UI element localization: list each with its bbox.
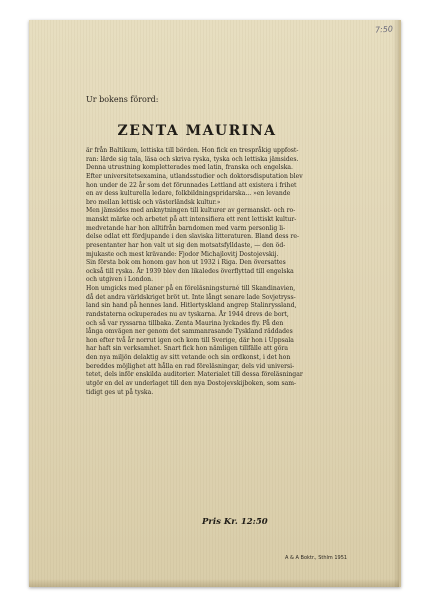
author-name-heading: ZENTA MAURINA — [117, 123, 277, 139]
text-line: en av dess kulturella ledare, folkbildningspridarska... »en levande — [86, 190, 291, 198]
text-line: Efter universitetsexamina, utlandsstudier och doktorsdisputation blev — [86, 172, 303, 180]
blurb-text — [86, 147, 356, 397]
text-line: tetet, dels inför enskilda auditorier. Materialet till dessa föreläsningar — [86, 371, 303, 379]
text-line: land sin hand på hennes land. Hitlertyskland angrep Stalinryssland, — [86, 302, 297, 310]
text-line: tidigt ges ut på tyska. — [86, 388, 154, 396]
text-line: och så var ryssarna tillbaka. Zenta Maurina lyckades fly. På den — [86, 319, 284, 327]
printer-imprint: A & A Boktr., Sthlm 1951 — [285, 555, 348, 561]
text-line: Men jämsides med anknytningen till kulturer av germanskt- och ro- — [86, 207, 296, 215]
text-line: presentanter har hon valt ut sig den motsatsfylldaste, — den öd- — [86, 241, 286, 249]
text-line: ran: lärde sig tala, läsa och skriva ryska, tyska och lettiska jämsides. — [86, 155, 299, 163]
text-line: också till ryska. År 1939 blev den likaledes överflyttad till engelska — [86, 267, 294, 275]
text-line: och utgiven i London. — [86, 276, 154, 284]
text-line: är från Baltikum, lettiska till börden. Hon fick en trespråkig uppfost- — [86, 147, 299, 154]
text-line: bro mellan lettisk och västerländsk kultur.» — [86, 198, 221, 206]
text-line: Denna utrustning kompletterades med latin, franska och engelska. — [86, 164, 293, 172]
cover-edge-shade — [393, 20, 399, 587]
price-label: Pris Kr. 12:50 — [202, 517, 268, 527]
handwritten-price-mark: 7:50 — [374, 24, 394, 35]
text-line: manskt märke och arbetet på att intensifiera ett rent lettiskt kultur- — [86, 216, 297, 223]
text-line: då det andra världskriget bröt ut. Inte långt senare lade Sovjetryss- — [86, 293, 296, 301]
text-line: medvetande har hon alltifrån barndomen med varm personlig li- — [86, 224, 286, 232]
text-line: bereddes möjlighet att hålla en rad föreläsningar, dels vid universi- — [86, 362, 295, 370]
intro-label: Ur bokens förord: — [86, 95, 159, 104]
text-line: utgör en del av underlaget till den nya Dostojevskijboken, som sam- — [86, 379, 297, 387]
text-line: långa omvägen ner genom det sammanrasande Tyskland räddades — [86, 328, 293, 336]
text-line: delse odlat ett fördjupande i den slaviska litteraturen. Bland dess re- — [86, 233, 300, 241]
text-line: Hon umgicks med planer på en föreläsningsturné till Skandinavien, — [86, 285, 296, 292]
text-line: har haft sin verksamhet. Snart fick hon nämligen tillfälle att göra — [86, 345, 288, 353]
text-line: randstaterna ockuperades nu av tyskarna. År 1944 drevs de bort, — [86, 310, 289, 318]
text-line: den nya miljön delaktig av sitt vetande och sin ordkonst, i det hon — [86, 354, 291, 361]
text-line: hon efter två år norrut igen och kom till Sverige, där hon i Uppsala — [86, 336, 294, 344]
text-line: Sin första bok om honom gav hon ut 1932 i Riga. Den översattes — [86, 259, 286, 267]
text-line: hon under de 22 år som det förunnades Lettland att existera i frihet — [86, 181, 297, 189]
text-line: mjukaste och mest krävande: Fjodor Michajlovitj Dostojevskij. — [86, 250, 279, 258]
